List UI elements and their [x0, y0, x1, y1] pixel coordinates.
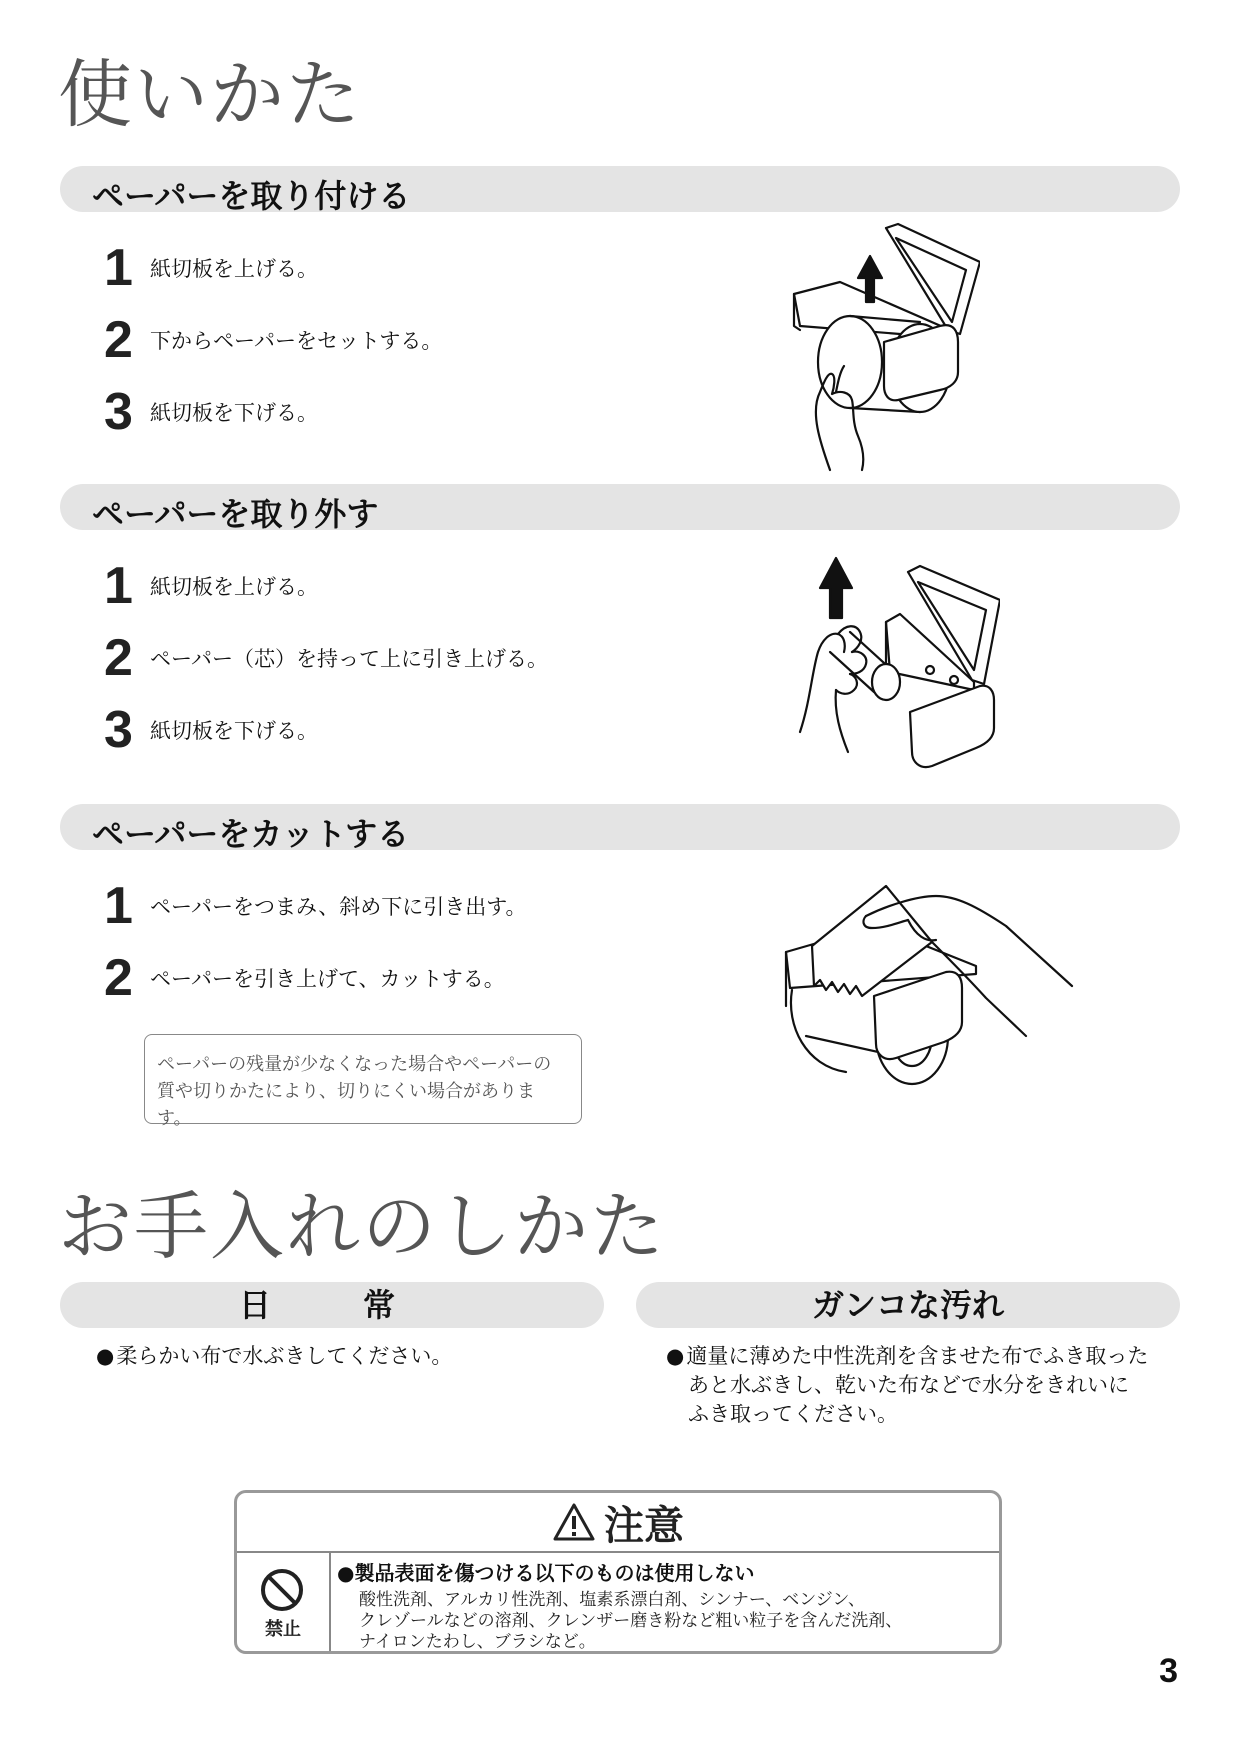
- caution-title: 注意: [604, 1502, 684, 1549]
- page-number: 3: [1159, 1652, 1178, 1690]
- caution-box: [234, 1490, 1002, 1654]
- section-header-cut-paper: [60, 804, 1180, 853]
- step-text: 紙切板を上げる。: [150, 575, 318, 599]
- bullet-icon: ●: [337, 1561, 355, 1585]
- daily-care-text: [96, 1342, 452, 1371]
- step-number: 1: [104, 239, 133, 297]
- section-heading: ペーパーを取り付ける: [92, 177, 411, 215]
- paper-holder-lift-lid-illustration: [780, 222, 980, 472]
- step-text: ペーパー（芯）を持って上に引き上げる。: [150, 647, 548, 671]
- caution-heading: [337, 1557, 989, 1586]
- paper-holder-remove-roll-illustration: [790, 552, 1000, 782]
- stubborn-line: 適量に薄めた中性洗剤を含ませた布でふき取った: [686, 1344, 1149, 1368]
- section-heading: ペーパーをカットする: [92, 815, 410, 853]
- step-number: 2: [104, 949, 133, 1007]
- attach-step-1: [104, 238, 318, 298]
- caution-detail-line: クレゾールなどの溶剤、クレンザー磨き粉など粗い粒子を含んだ洗剤、: [359, 1611, 903, 1631]
- caution-header: [237, 1493, 999, 1553]
- usage-title: 使いかた: [58, 52, 362, 138]
- care-title: お手入れのしかた: [58, 1184, 666, 1270]
- step-number: 2: [104, 629, 133, 687]
- stubborn-line: ふき取ってください。: [688, 1402, 898, 1426]
- step-text: 紙切板を上げる。: [150, 257, 318, 281]
- note-line: ペーパーの残量が少なくなった場合やペーパーの: [157, 1054, 552, 1075]
- step-number: 2: [104, 311, 133, 369]
- attach-step-3: [104, 382, 318, 442]
- step-text: 紙切板を下げる。: [150, 719, 318, 743]
- remove-step-3: [104, 700, 318, 760]
- note-line: 質や切りかたにより、切りにくい場合があります。: [157, 1081, 535, 1129]
- cut-step-2: [104, 948, 505, 1008]
- remove-step-1: [104, 556, 318, 616]
- bullet-icon: ●: [666, 1344, 685, 1368]
- caution-body: [337, 1557, 989, 1653]
- prohibited-icon: [259, 1567, 305, 1613]
- step-number: 3: [104, 383, 133, 441]
- step-number: 3: [104, 701, 133, 759]
- section-header-remove-paper: [60, 484, 1180, 533]
- section-header-stubborn-stains: ガンコな汚れ: [636, 1282, 1180, 1328]
- section-heading: ペーパーを取り外す: [92, 495, 379, 533]
- step-number: 1: [104, 877, 133, 935]
- step-text: ペーパーを引き上げて、カットする。: [150, 967, 505, 991]
- section-header-attach-paper: [60, 166, 1180, 215]
- stubborn-care-text: [666, 1342, 1166, 1429]
- step-text: ペーパーをつまみ、斜め下に引き出す。: [150, 895, 527, 919]
- warning-triangle-icon: [552, 1502, 596, 1542]
- step-text: 紙切板を下げる。: [150, 401, 318, 425]
- section-header-daily: 日 常: [60, 1282, 604, 1328]
- attach-step-2: [104, 310, 442, 370]
- caution-heading-text: 製品表面を傷つける以下のものは使用しない: [354, 1561, 755, 1585]
- cut-step-1: [104, 876, 527, 936]
- stubborn-line: あと水ぶきし、乾いた布などで水分をきれいに: [688, 1373, 1129, 1397]
- cutting-note: [144, 1034, 582, 1129]
- step-text: 下からペーパーをセットする。: [150, 329, 443, 353]
- prohibit-label: 禁止: [265, 1619, 301, 1640]
- remove-step-2: [104, 628, 548, 688]
- caution-detail-line: ナイロンたわし、ブラシなど。: [359, 1632, 596, 1652]
- paper-holder-cut-paper-illustration: [776, 876, 1086, 1096]
- prohibit-column: [237, 1551, 331, 1651]
- bullet-icon: ●: [96, 1344, 115, 1368]
- step-number: 1: [104, 557, 133, 615]
- daily-care-instruction: 柔らかい布で水ぶきしてください。: [116, 1344, 453, 1368]
- caution-detail-line: 酸性洗剤、アルカリ性洗剤、塩素系漂白剤、シンナー、ベンジン、: [359, 1590, 866, 1610]
